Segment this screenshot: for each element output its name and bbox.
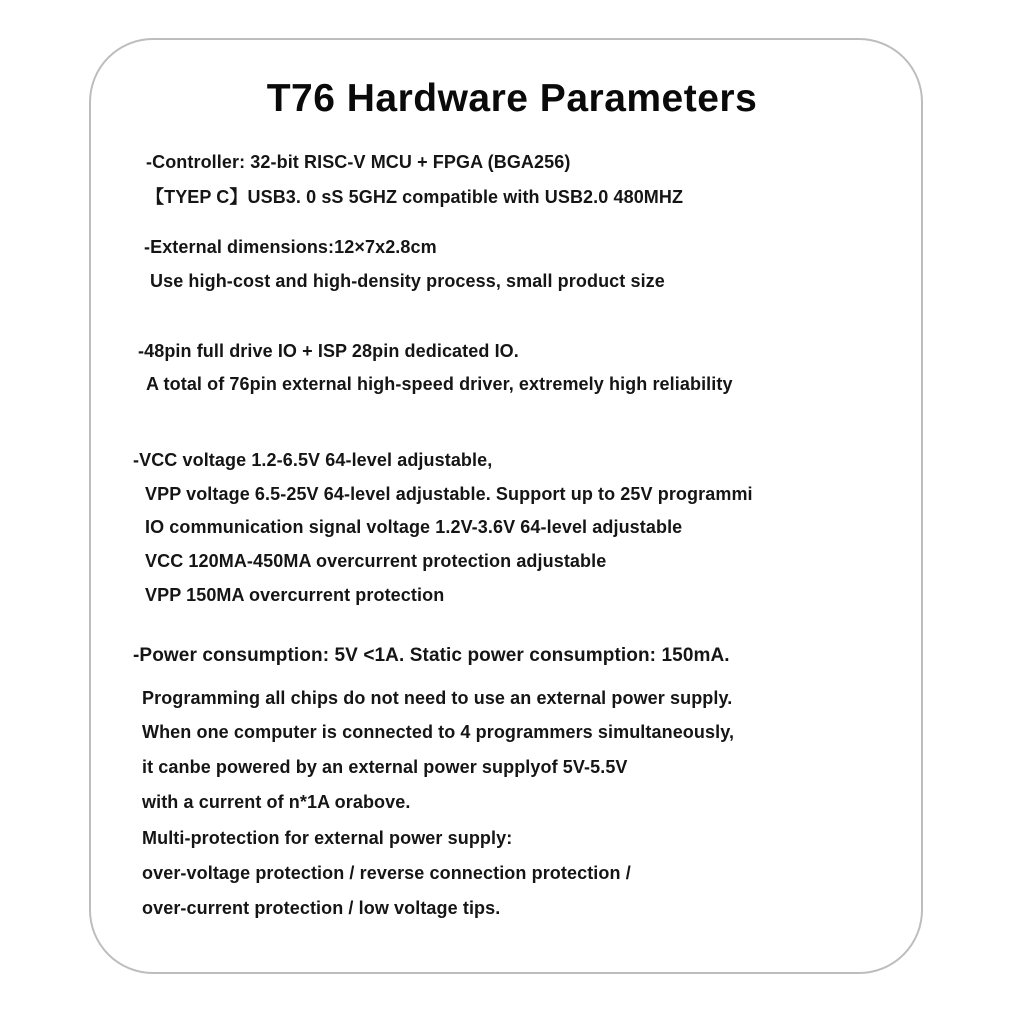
protection-line-1: over-voltage protection / reverse connection protection /	[142, 863, 631, 883]
vpp-overcurrent-line: VPP 150MA overcurrent protection	[145, 585, 445, 605]
power-line-2: When one computer is connected to 4 programmers simultaneously,	[142, 722, 735, 742]
power-line-1: Programming all chips do not need to use an external power supply.	[142, 688, 733, 708]
process-line: Use high-cost and high-density process, small product size	[150, 271, 665, 291]
protection-line-2: over-current protection / low voltage tips.	[142, 898, 501, 918]
controller-line: -Controller: 32-bit RISC-V MCU + FPGA (BGA256)	[146, 152, 571, 172]
vpp-voltage-line: VPP voltage 6.5-25V 64-level adjustable. Support up to 25V programmi	[145, 484, 753, 504]
io-line: -48pin full drive IO + ISP 28pin dedicated IO.	[138, 341, 519, 361]
vcc-voltage-line: -VCC voltage 1.2-6.5V 64-level adjustable,	[133, 450, 493, 470]
usb-line: 【TYEP C】USB3. 0 sS 5GHZ compatible with USB2.0 480MHZ	[146, 187, 684, 207]
power-line-3: it canbe powered by an external power supplyof 5V-5.5V	[142, 757, 628, 777]
vcc-overcurrent-line: VCC 120MA-450MA overcurrent protection adjustable	[145, 551, 607, 571]
page-title: T76 Hardware Parameters	[266, 77, 758, 120]
dimensions-line: -External dimensions:12×7x2.8cm	[144, 237, 437, 257]
power-consumption-line: -Power consumption: 5V <1A. Static power consumption: 150mA.	[133, 645, 730, 666]
power-line-4: with a current of n*1A orabove.	[142, 792, 411, 812]
protection-heading-line: Multi-protection for external power supply:	[142, 828, 513, 848]
driver-line: A total of 76pin external high-speed driver, extremely high reliability	[146, 374, 733, 394]
io-signal-voltage-line: IO communication signal voltage 1.2V-3.6V 64-level adjustable	[145, 517, 683, 537]
